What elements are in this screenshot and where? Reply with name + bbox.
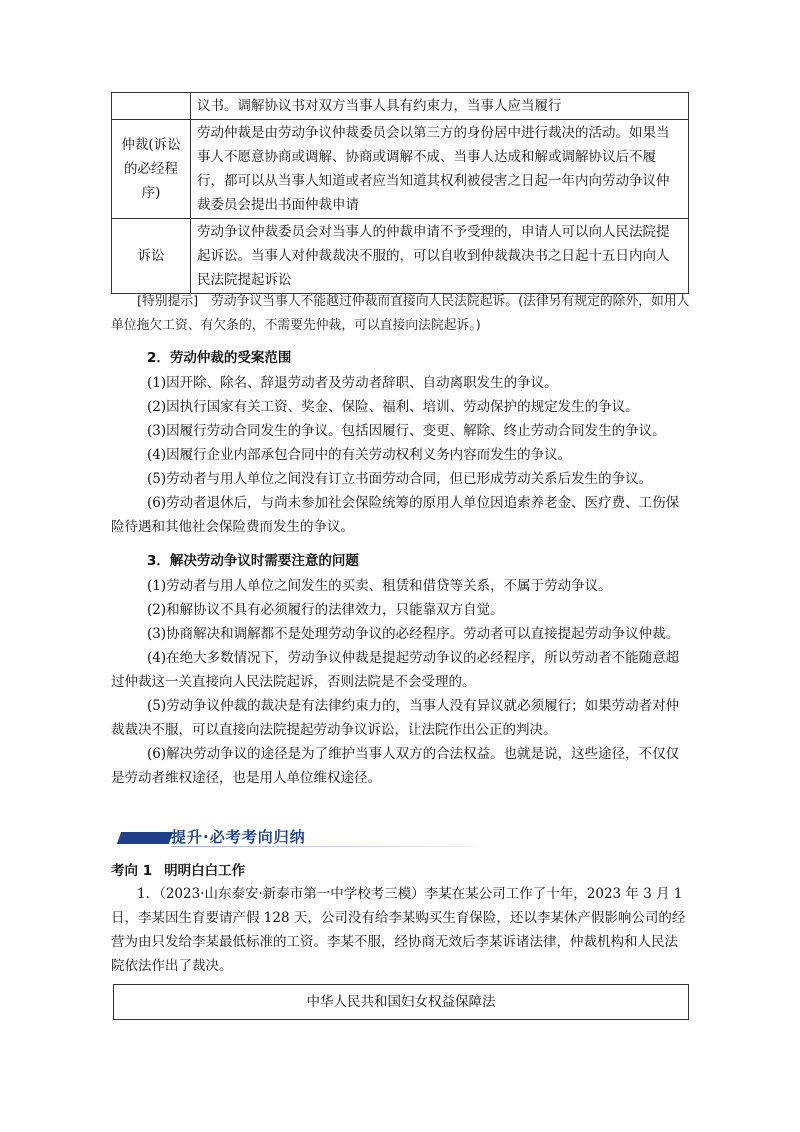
banner-title: 提升·必考考向归纳 <box>171 828 306 846</box>
table-row <box>112 219 689 294</box>
law-title-box: 中华人民共和国妇女权益保障法 <box>113 984 689 1020</box>
table-row-body: 劳动争议仲裁委员会对当事人的仲裁申请不予受理的，申请人可以向人民法院提起诉讼。当事人对仲裁裁决不服的，可以自收到仲裁裁决书之日起十五日内向人民法院提起诉讼 <box>191 219 689 294</box>
kaoxiang-title: 明明白白工作 <box>164 863 246 879</box>
list-item: (1)因开除、除名、辞退劳动者及劳动者辞职、自动离职发生的争议。 <box>147 375 558 391</box>
list-item: (3)协商解决和调解都不是处理劳动争议的必经程序。劳动者可以直接提起劳动争议仲裁。 <box>147 626 680 642</box>
section-3-title: 3．解决劳动争议时需要注意的问题 <box>147 553 359 569</box>
table-row-head <box>112 93 191 120</box>
table-row <box>112 93 689 120</box>
list-item: (3)因履行劳动合同发生的争议。包括因履行、变更、解除、终止劳动合同发生的争议。 <box>147 423 666 439</box>
table-row-body: 劳动仲裁是由劳动争议仲裁委员会以第三方的身份居中进行裁决的活动。如果当事人不愿意协商或调解、协商或调解不成、当事人达成和解或调解协议后不履行，都可以从当事人知道或者应当知道其权利被侵害之日起一年内向劳动争议仲裁委员会提出书面仲裁申请 <box>191 120 689 219</box>
special-tip: [特别提示] 劳动争议当事人不能越过仲裁而直接向人民法院起诉。(法律另有规定的除外，如用人单位拖欠工资、有欠条的，不需要先仲裁，可以直接向法院起诉。) <box>111 294 690 333</box>
section-2-title: 2．劳动仲裁的受案范围 <box>147 350 292 366</box>
list-item: (2)和解协议不具有必须履行的法律效力，只能靠双方自觉。 <box>147 602 504 618</box>
list-item: (6)解决劳动争议的途径是为了维护当事人双方的合法权益。也就是说，这些途径，不仅仅是劳动者维权途径，也是用人单位维权途径。 <box>111 746 680 786</box>
section-2-list <box>111 371 689 539</box>
kaoxiang-heading <box>111 859 245 879</box>
banner-bar <box>117 832 173 844</box>
table-row-body: 议书。调解协议书对双方当事人具有约束力，当事人应当履行 <box>191 93 689 120</box>
question-text: 1．（2023·山东泰安·新泰市第一中学校考三模）李某在某公司工作了十年，2023 年 3 月 1 日，李某因生育要请产假 128 天，公司没有给李某购买生育保险，还以李某休产假影响公司的经营为由只发给李某最低标准的工资。李某不服，经协商无效后李某诉诸法律，仲裁机构和人民法院依法作出了裁决。 <box>111 886 686 974</box>
list-item: (4)因履行企业内部承包合同中的有关劳动权利义务内容而发生的争议。 <box>147 447 572 463</box>
list-item: (5)劳动争议仲裁的裁决是有法律约束力的，当事人没有异议就必须履行；如果劳动者对仲裁裁决不服，可以直接向法院提起劳动争议诉讼，让法院作出公正的判决。 <box>111 698 680 738</box>
list-item: (2)因执行国家有关工资、奖金、保险、福利、培训、劳动保护的规定发生的争议。 <box>147 399 639 415</box>
list-item: (6)劳动者退休后，与尚未参加社会保险统筹的原用人单位因追索养老金、医疗费、工伤保险待遇和其他社会保险费而发生的争议。 <box>111 495 680 535</box>
section-banner <box>113 829 473 845</box>
banner-underline <box>171 846 473 847</box>
list-item: (4)在绝大多数情况下，劳动争议仲裁是提起劳动争议的必经程序，所以劳动者不能随意超过仲裁这一关直接向人民法院起诉，否则法院是不会受理的。 <box>111 650 680 690</box>
table-row-head: 诉讼 <box>112 219 191 294</box>
table-row-head: 仲裁(诉讼的必经程序) <box>112 120 191 219</box>
table-row <box>112 120 689 219</box>
dispute-resolution-table <box>111 92 689 294</box>
section-3-list <box>111 574 689 790</box>
list-item: (1)劳动者与用人单位之间发生的买卖、租赁和借贷等关系，不属于劳动争议。 <box>147 578 612 594</box>
list-item: (5)劳动者与用人单位之间没有订立书面劳动合同，但已形成劳动关系后发生的争议。 <box>147 471 653 487</box>
kaoxiang-label: 考向 1 <box>111 863 153 879</box>
